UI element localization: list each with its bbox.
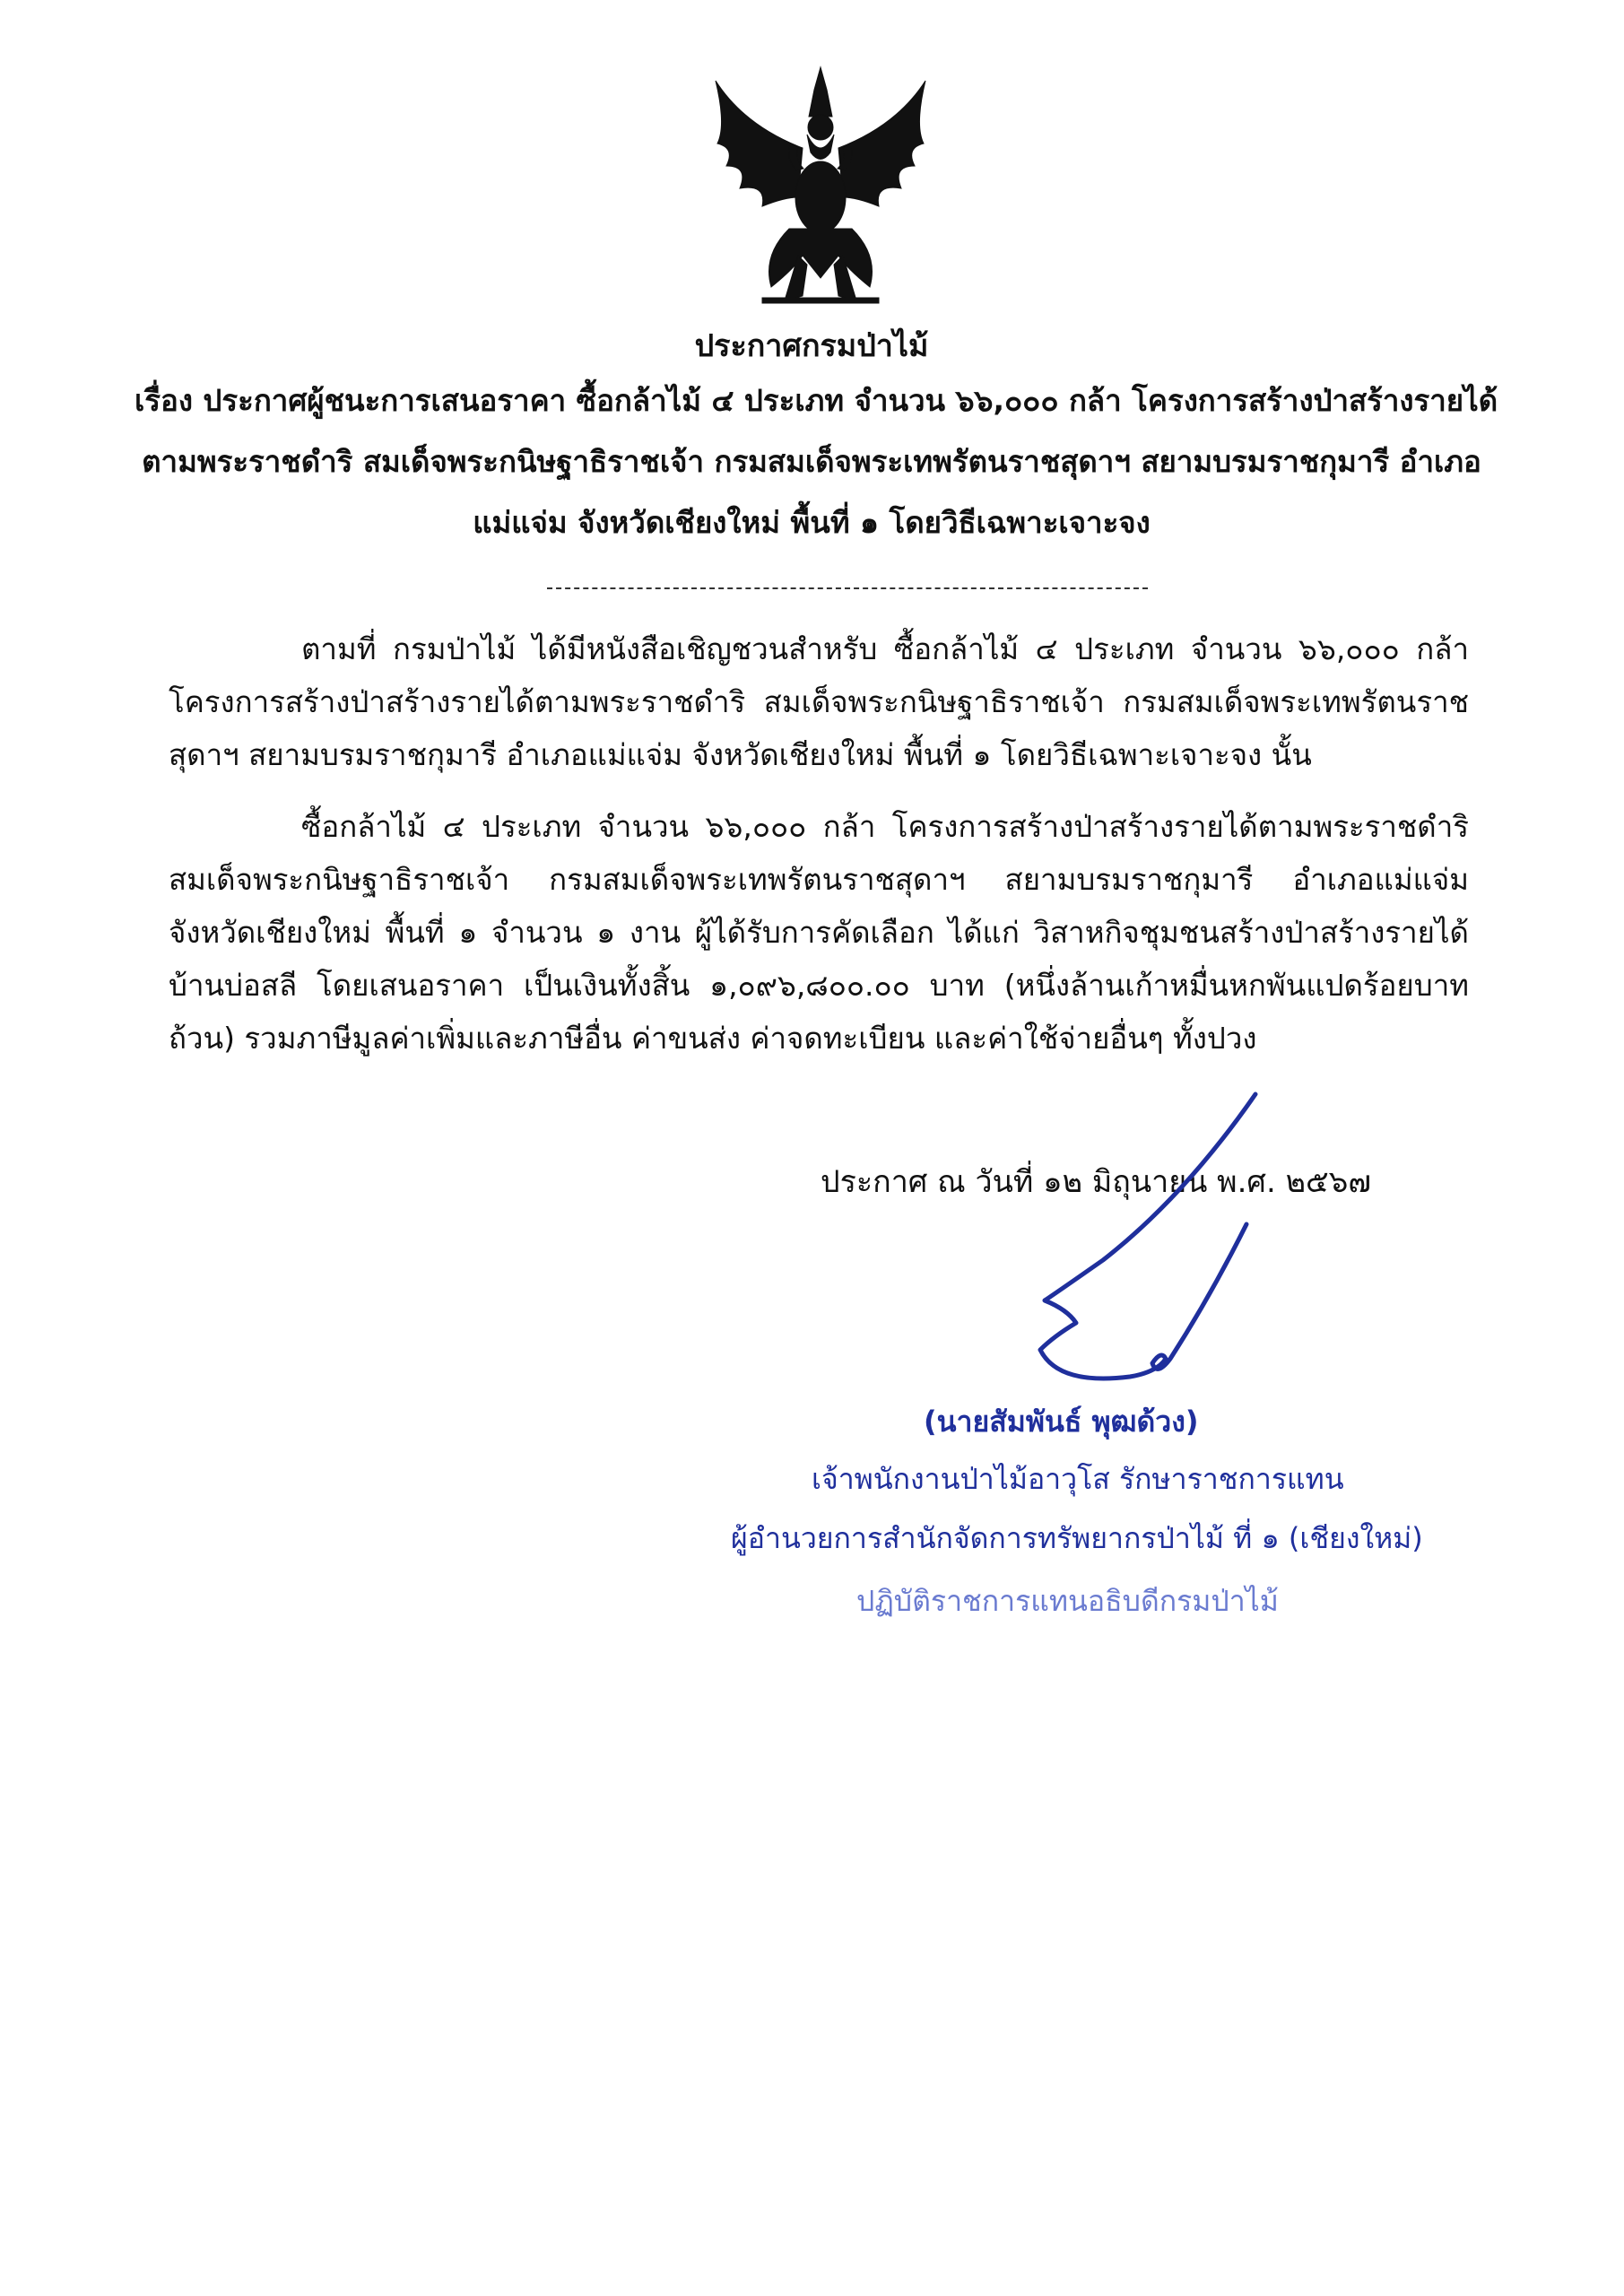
divider-line [547,587,1148,589]
signatory-position-3: ปฏิบัติราชการแทนอธิบดีกรมป่าไม้ [856,1584,1279,1618]
announcement-date: ประกาศ ณ วันที่ ๑๒ มิถุนายน พ.ศ. ๒๕๖๗ [821,1164,1371,1200]
signatory-position-2: ผู้อำนวยการสำนักจัดการทรัพยากรป่าไม้ ที่ ๑ (เชียงใหม่) [731,1521,1423,1555]
subject-line-1: เรื่อง ประกาศผู้ชนะการเสนอราคา ซื้อกล้าไม้ ๔ ประเภท จำนวน ๖๖,๐๐๐ กล้า โครงการสร้างป่าสร้างรายได้ [135,383,1498,418]
handwritten-signature-icon [1004,1090,1273,1386]
paragraph-1 [169,622,1469,781]
signatory-position-1: เจ้าพนักงานป่าไม้อาวุโส รักษาราชการแทน [812,1462,1344,1496]
paragraph-2 [169,800,1469,1065]
signatory-name: (นายสัมพันธ์ พุฒด้วง) [924,1405,1199,1439]
paragraph-1-text: ตามที่ กรมป่าไม้ ได้มีหนังสือเชิญชวนสำหรับ ซื้อกล้าไม้ ๔ ประเภท จำนวน ๖๖,๐๐๐ กล้า โครงการสร้างป่าสร้างรายได้ตามพระราชดำริ สมเด็จพระกนิษฐาธิราชเจ้า กรมสมเด็จพระเทพรัตนราชสุดาฯ สยามบรมราชกุมารี อำเภอแม่แจ่ม จังหวัดเชียงใหม่ พื้นที่ ๑ โดยวิธีเฉพาะเจาะจง นั้น [169,631,1469,772]
subject-line-2: ตามพระราชดำริ สมเด็จพระกนิษฐาธิราชเจ้า กรมสมเด็จพระเทพรัตนราชสุดาฯ สยามบรมราชกุมารี อำเภอ [142,444,1481,479]
garuda-emblem-icon [708,63,933,309]
subject-line-3: แม่แจ่ม จังหวัดเชียงใหม่ พื้นที่ ๑ โดยวิธีเฉพาะเจาะจง [473,505,1151,540]
document-title: ประกาศกรมป่าไม้ [694,328,929,364]
paragraph-2-text: ซื้อกล้าไม้ ๔ ประเภท จำนวน ๖๖,๐๐๐ กล้า โครงการสร้างป่าสร้างรายได้ตามพระราชดำริ สมเด็จพระกนิษฐาธิราชเจ้า กรมสมเด็จพระเทพรัตนราชสุดาฯ สยามบรมราชกุมารี อำเภอแม่แจ่ม จังหวัดเชียงใหม่ พื้นที่ ๑ จำนวน ๑ งาน ผู้ได้รับการคัดเลือก ได้แก่ วิสาหกิจชุมชนสร้างป่าสร้างรายได้บ้านบ่อสลี โดยเสนอราคา เป็นเงินทั้งสิ้น ๑,๐๙๖,๘๐๐.๐๐ บาท (หนึ่งล้านเก้าหมื่นหกพันแปดร้อยบาทถ้วน) รวมภาษีมูลค่าเพิ่มและภาษีอื่น ค่าขนส่ง ค่าจดทะเบียน และค่าใช้จ่ายอื่นๆ ทั้งปวง [169,809,1469,1056]
